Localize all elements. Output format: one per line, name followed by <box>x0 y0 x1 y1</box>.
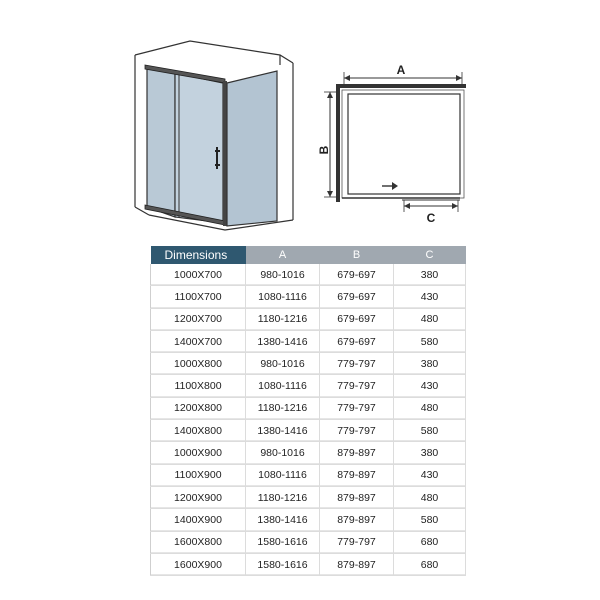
sliding-door-panel <box>175 73 223 223</box>
dimensions-table <box>150 246 466 576</box>
cell-b: 779-797 <box>320 420 394 442</box>
header-a: A <box>246 246 320 264</box>
cell-size: 1400X900 <box>151 509 246 531</box>
cell-c: 380 <box>394 353 466 375</box>
cell-a: 1380-1416 <box>246 420 320 442</box>
shower-enclosure-3d-drawing <box>125 35 300 240</box>
plan-view-drawing <box>312 62 482 227</box>
cell-a: 1580-1616 <box>246 531 320 553</box>
header-c: C <box>394 246 466 264</box>
corner-post <box>223 81 227 226</box>
cell-b: 679-697 <box>320 286 394 308</box>
table-row <box>151 308 466 330</box>
cell-b: 679-697 <box>320 308 394 330</box>
cell-a: 980-1016 <box>246 353 320 375</box>
table-row <box>151 442 466 464</box>
cell-a: 1080-1116 <box>246 464 320 486</box>
cell-a: 1380-1416 <box>246 509 320 531</box>
slide-direction-arrow-icon <box>382 182 398 190</box>
cell-size: 1400X800 <box>151 420 246 442</box>
cell-a: 1080-1116 <box>246 286 320 308</box>
cell-b: 779-797 <box>320 353 394 375</box>
table-row <box>151 420 466 442</box>
cell-b: 879-897 <box>320 553 394 575</box>
dimension-a-label: A <box>396 63 406 77</box>
cell-c: 430 <box>394 286 466 308</box>
cell-c: 580 <box>394 330 466 352</box>
plan-top-wall <box>336 84 466 88</box>
cell-c: 580 <box>394 509 466 531</box>
cell-c: 680 <box>394 531 466 553</box>
dimension-c-label: C <box>426 211 436 225</box>
cell-c: 430 <box>394 464 466 486</box>
cell-c: 680 <box>394 553 466 575</box>
side-glass-panel <box>227 71 277 226</box>
cell-size: 1100X900 <box>151 464 246 486</box>
cell-size: 1200X800 <box>151 397 246 419</box>
cell-b: 779-797 <box>320 375 394 397</box>
cell-a: 1180-1216 <box>246 486 320 508</box>
cell-a: 1180-1216 <box>246 308 320 330</box>
cell-b: 779-797 <box>320 397 394 419</box>
cell-size: 1600X900 <box>151 553 246 575</box>
table-row <box>151 286 466 308</box>
cell-size: 1000X700 <box>151 264 246 286</box>
table-row <box>151 531 466 553</box>
cell-a: 980-1016 <box>246 264 320 286</box>
cell-size: 1600X800 <box>151 531 246 553</box>
cell-a: 980-1016 <box>246 442 320 464</box>
cell-c: 480 <box>394 486 466 508</box>
cell-c: 480 <box>394 308 466 330</box>
plan-tray-inner <box>342 90 464 198</box>
cell-c: 380 <box>394 264 466 286</box>
cell-c: 430 <box>394 375 466 397</box>
dimension-b-label: B <box>317 145 331 155</box>
cell-b: 679-697 <box>320 330 394 352</box>
plan-tray-outline <box>348 94 460 194</box>
table-row <box>151 330 466 352</box>
cell-a: 1080-1116 <box>246 375 320 397</box>
plan-left-wall <box>336 84 340 202</box>
cell-a: 1380-1416 <box>246 330 320 352</box>
cell-b: 679-697 <box>320 264 394 286</box>
table-body <box>151 264 466 576</box>
table-row <box>151 464 466 486</box>
cell-size: 1200X900 <box>151 486 246 508</box>
left-glass-panel <box>147 67 175 217</box>
cell-c: 480 <box>394 397 466 419</box>
cell-size: 1100X800 <box>151 375 246 397</box>
table-row <box>151 553 466 575</box>
cell-c: 580 <box>394 420 466 442</box>
cell-c: 380 <box>394 442 466 464</box>
cell-size: 1200X700 <box>151 308 246 330</box>
table-row <box>151 486 466 508</box>
cell-b: 879-897 <box>320 509 394 531</box>
cell-size: 1000X900 <box>151 442 246 464</box>
cell-b: 879-897 <box>320 486 394 508</box>
cell-size: 1000X800 <box>151 353 246 375</box>
cell-a: 1180-1216 <box>246 397 320 419</box>
cell-a: 1580-1616 <box>246 553 320 575</box>
cell-b: 779-797 <box>320 531 394 553</box>
table-row <box>151 375 466 397</box>
table-row <box>151 397 466 419</box>
table-header-row <box>151 246 466 264</box>
cell-b: 879-897 <box>320 464 394 486</box>
cell-size: 1400X700 <box>151 330 246 352</box>
table-row <box>151 264 466 286</box>
header-dimensions: Dimensions <box>151 246 246 264</box>
cell-size: 1100X700 <box>151 286 246 308</box>
table-row <box>151 353 466 375</box>
table-row <box>151 509 466 531</box>
cell-b: 879-897 <box>320 442 394 464</box>
dimension-b-arrow <box>324 92 336 197</box>
header-b: B <box>320 246 394 264</box>
